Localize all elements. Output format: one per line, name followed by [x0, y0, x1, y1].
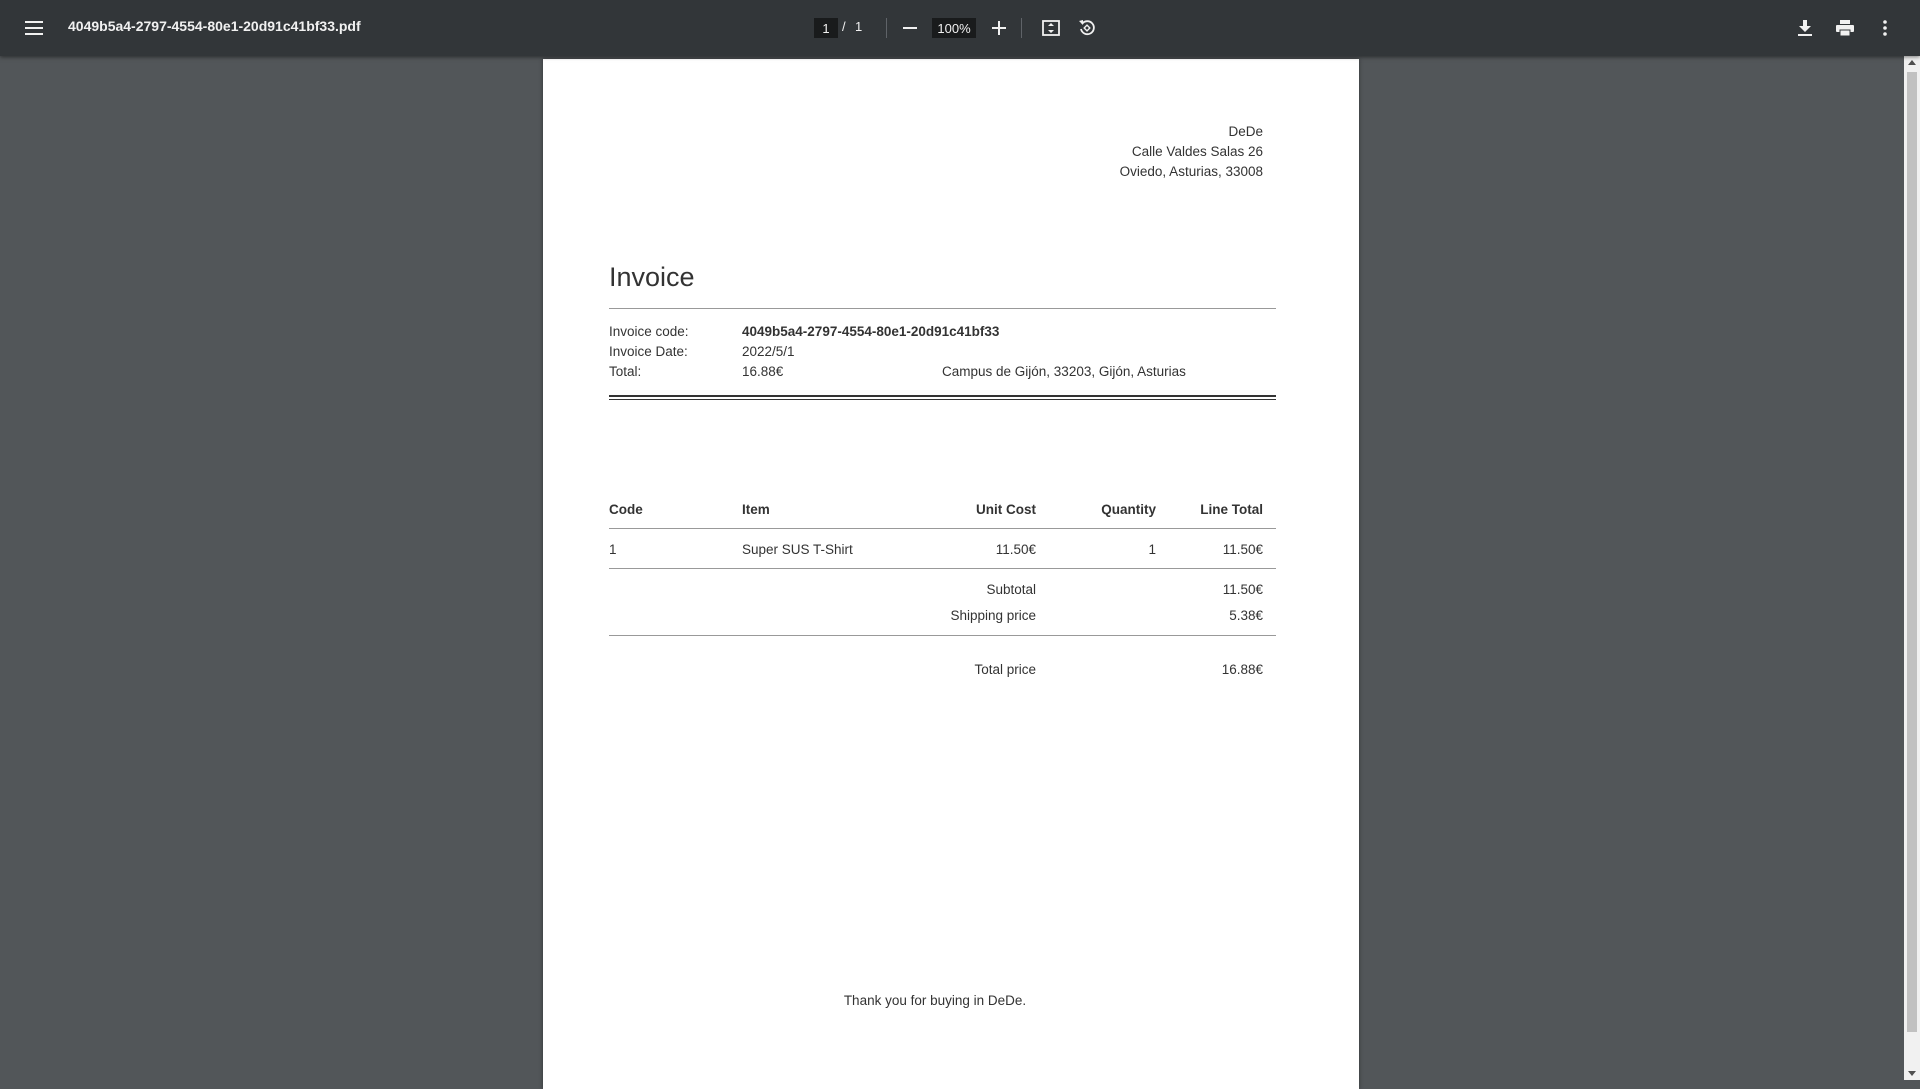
- thank-you-message: Thank you for buying in DeDe.: [843, 993, 1027, 1008]
- shipping-address: Campus de Gijón, 33203, Gijón, Asturias: [942, 364, 1186, 379]
- table-row-code: 1: [609, 542, 617, 557]
- scroll-down-icon[interactable]: [1908, 1071, 1916, 1076]
- total-price-label: Total price: [974, 662, 1036, 677]
- scroll-up-icon[interactable]: [1908, 60, 1916, 65]
- divider: [609, 635, 1276, 636]
- download-icon[interactable]: [1789, 12, 1821, 44]
- invoice-code-label: Invoice code:: [609, 324, 689, 339]
- company-street: Calle Valdes Salas 26: [1131, 144, 1263, 159]
- total-price-value: 16.88€: [1221, 662, 1263, 677]
- column-header-code: Code: [609, 502, 643, 517]
- column-header-quantity: Quantity: [1101, 502, 1156, 517]
- divider: [609, 528, 1276, 529]
- invoice-date-value: 2022/5/1: [742, 344, 795, 359]
- double-divider: [609, 395, 1276, 400]
- print-icon[interactable]: [1829, 12, 1861, 44]
- fit-to-page-icon[interactable]: [1035, 12, 1067, 44]
- company-address: [1120, 122, 1263, 182]
- zoom-in-icon[interactable]: [983, 12, 1015, 44]
- divider: [609, 308, 1276, 309]
- page-separator: /: [842, 19, 846, 34]
- column-header-item: Item: [742, 502, 770, 517]
- shipping-label: Shipping price: [950, 608, 1036, 623]
- table-row-quantity: 1: [1148, 542, 1156, 557]
- divider: [609, 568, 1276, 569]
- invoice-total-value: 16.88€: [742, 364, 784, 379]
- toolbar-divider: [886, 18, 887, 38]
- pdf-viewer: [0, 56, 1920, 1080]
- hamburger-menu-icon[interactable]: [18, 12, 50, 44]
- vertical-scrollbar[interactable]: [1904, 56, 1920, 1080]
- invoice-total-label: Total:: [609, 364, 642, 379]
- column-header-line-total: Line Total: [1200, 502, 1263, 517]
- document-title: 4049b5a4-2797-4554-80e1-20d91c41bf33.pdf: [68, 18, 361, 34]
- total-pages: 1: [855, 19, 863, 34]
- shipping-value: 5.38€: [1229, 608, 1263, 623]
- pdf-page: [543, 59, 1359, 1089]
- invoice-code-value: 4049b5a4-2797-4554-80e1-20d91c41bf33: [742, 324, 1000, 339]
- page-number-input[interactable]: [814, 18, 838, 38]
- zoom-level-input[interactable]: [932, 18, 976, 38]
- subtotal-value: 11.50€: [1222, 582, 1263, 597]
- company-city: Oviedo, Asturias, 33008: [1119, 164, 1263, 179]
- pdf-toolbar: [0, 0, 1920, 56]
- company-name: DeDe: [1228, 124, 1263, 139]
- rotate-icon[interactable]: [1071, 12, 1103, 44]
- subtotal-label: Subtotal: [986, 582, 1036, 597]
- column-header-unit-cost: Unit Cost: [976, 502, 1036, 517]
- more-options-icon[interactable]: [1869, 12, 1901, 44]
- table-row-unit-cost: 11.50€: [995, 542, 1036, 557]
- invoice-date-label: Invoice Date:: [609, 344, 688, 359]
- scroll-thumb[interactable]: [1907, 72, 1917, 1032]
- table-row-item: Super SUS T-Shirt: [742, 542, 853, 557]
- toolbar-divider: [1021, 18, 1022, 38]
- invoice-heading: Invoice: [609, 262, 695, 292]
- table-row-line-total: 11.50€: [1222, 542, 1263, 557]
- zoom-out-icon[interactable]: [894, 12, 926, 44]
